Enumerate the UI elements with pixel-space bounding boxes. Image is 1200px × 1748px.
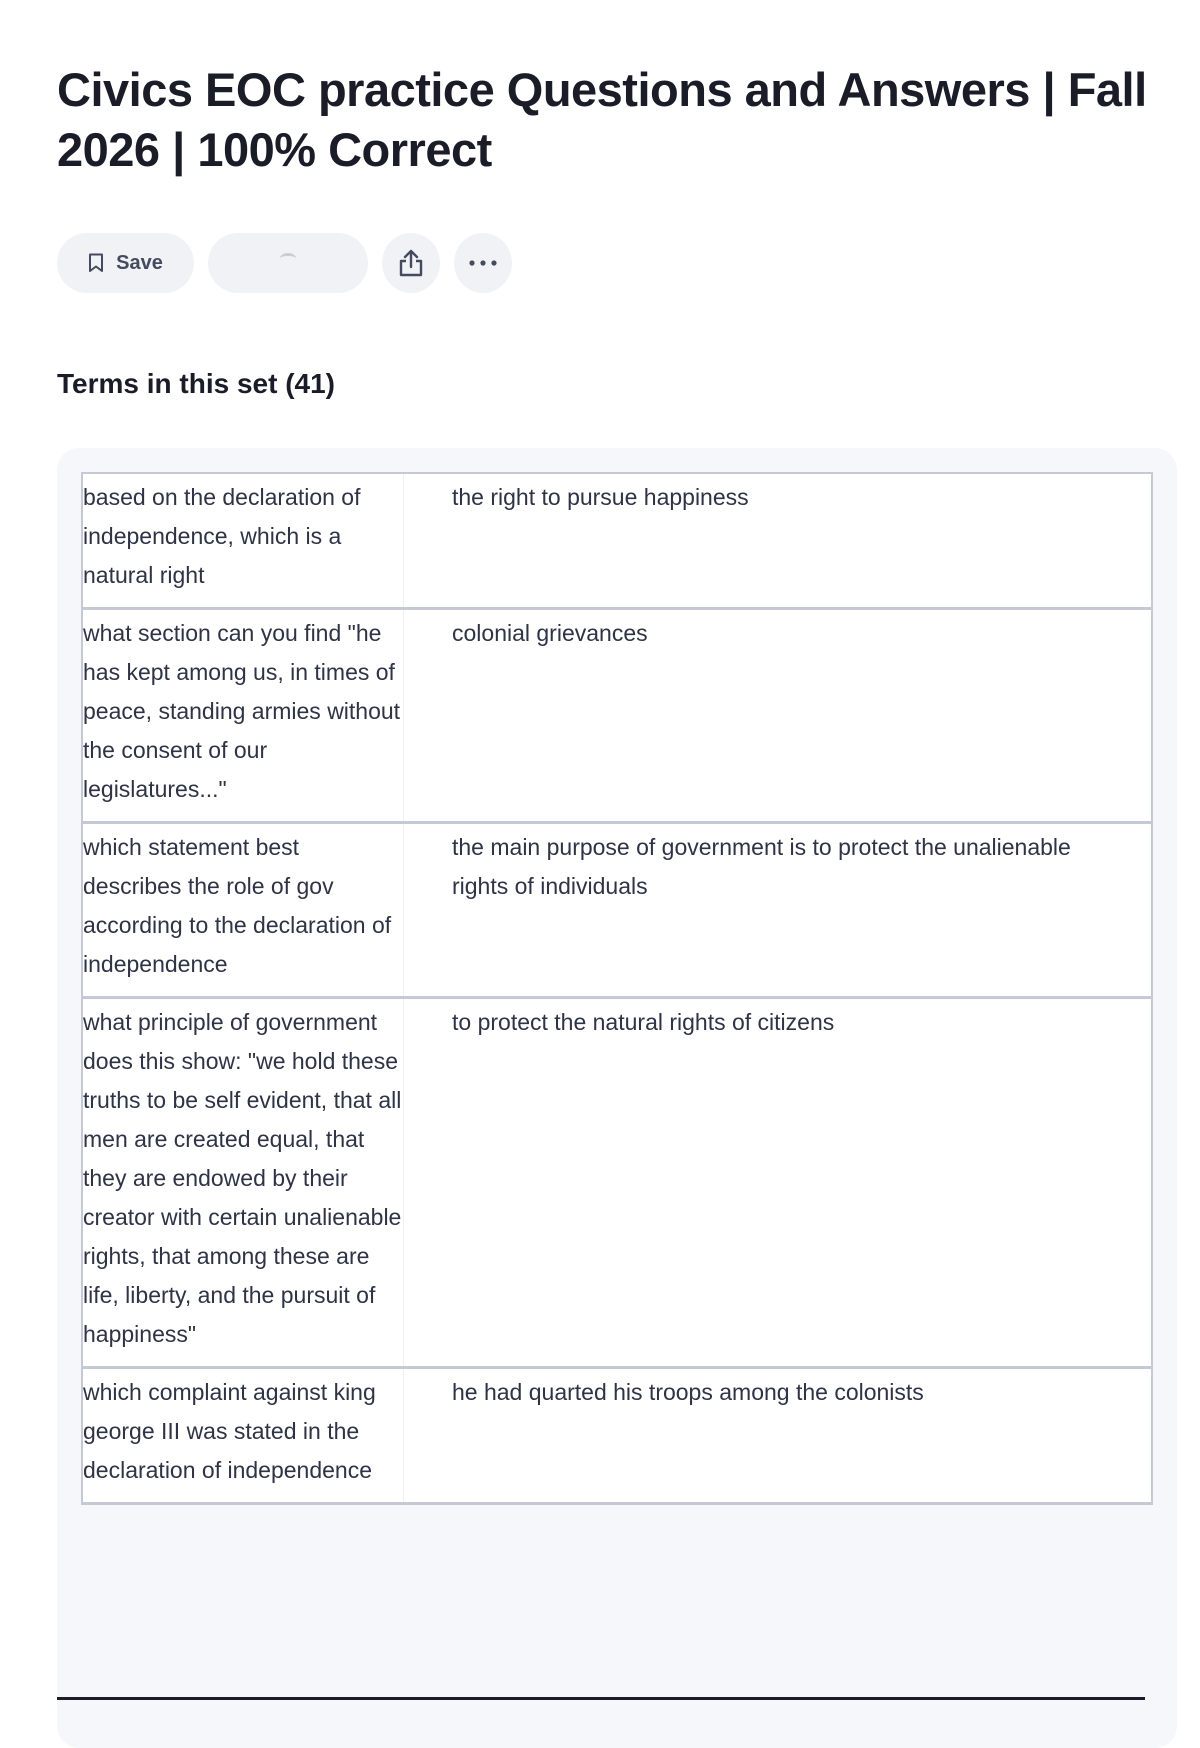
table-row[interactable]	[82, 473, 1152, 609]
table-row[interactable]	[82, 823, 1152, 998]
share-icon	[398, 248, 424, 278]
definition-cell: the main purpose of government is to protect the unalienable rights of individuals	[452, 834, 1071, 899]
definition-cell: colonial grievances	[452, 620, 648, 646]
term-cell: what principle of government does this show: "we hold these truths to be self evident, that all men are created equal, that they are endowed by their creator with certain unalienable rights, that among these are life, liberty, and the pursuit of happiness"	[82, 998, 404, 1368]
table-row[interactable]	[82, 609, 1152, 823]
save-button[interactable]	[57, 233, 194, 293]
term-cell: based on the declaration of independence, which is a natural right	[82, 473, 404, 609]
action-toolbar	[57, 233, 512, 293]
more-horizontal-icon	[468, 259, 498, 267]
bookmark-icon	[88, 253, 104, 273]
terms-table	[81, 472, 1153, 1505]
term-cell: which complaint against king george III was stated in the declaration of independence	[82, 1368, 404, 1504]
term-cell: which statement best describes the role of gov according to the declaration of independence	[82, 823, 404, 998]
save-button-label: Save	[116, 251, 163, 274]
definition-cell: to protect the natural rights of citizens	[452, 1009, 835, 1035]
table-row[interactable]	[82, 998, 1152, 1368]
term-cell: what section can you find "he has kept among us, in times of peace, standing armies without the consent of our legislatures..."	[82, 609, 404, 823]
page-title: Civics EOC practice Questions and Answers | Fall 2026 | 100% Correct	[57, 63, 1147, 176]
more-options-button[interactable]	[454, 233, 512, 293]
terms-section-title: Terms in this set (41)	[57, 368, 336, 399]
loading-spinner-icon	[280, 253, 296, 264]
table-row[interactable]	[82, 1368, 1152, 1504]
share-button[interactable]	[382, 233, 440, 293]
loading-button[interactable]	[208, 233, 368, 293]
definition-cell: the right to pursue happiness	[452, 484, 749, 510]
definition-cell: he had quarted his troops among the colonists	[452, 1379, 924, 1405]
